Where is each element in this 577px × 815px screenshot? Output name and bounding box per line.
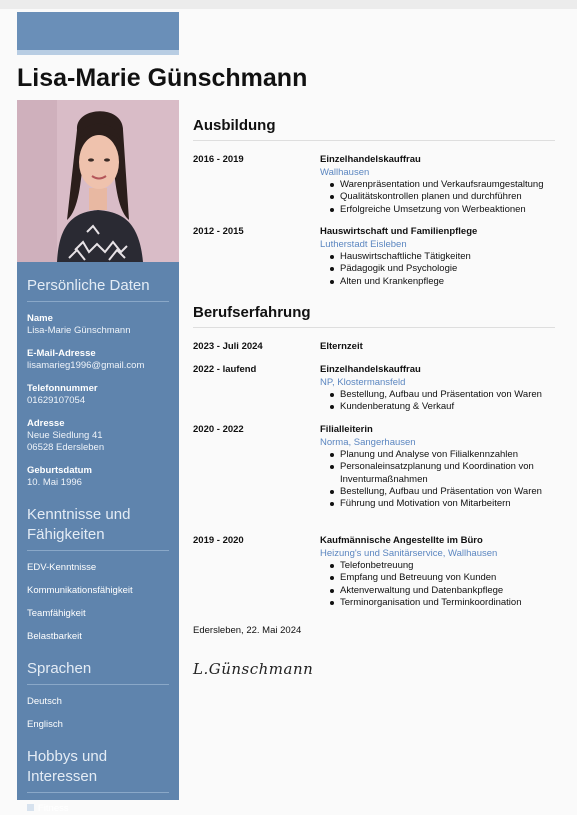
bullet-item: Kundenberatung & Verkauf [320,401,557,413]
entry-title: Einzelhandelskauffrau [320,364,421,375]
bullet-item: Qualitätskontrollen planen und durchführen [320,191,557,203]
hobbies-heading-line1: Hobbys und [27,748,108,765]
entry-bullets [320,449,557,510]
header-accent-line [17,50,179,55]
field-value: Lisa-Marie Günschmann [27,325,131,336]
entry-place: NP, Klostermansfeld [320,377,406,388]
field-label: Name [27,313,53,324]
languages-heading: Sprachen [27,659,169,685]
square-bullet-icon [27,804,34,811]
skills-heading-line1: Kenntnisse und [27,506,131,523]
entry-place: Norma, Sangerhausen [320,437,416,448]
entry-body [320,424,557,510]
entry-date: 2022 - laufend [193,364,257,375]
entry-date: 2012 - 2015 [193,226,244,237]
skill-item: Kommunikationsfähigkeit [27,585,133,596]
field-value: 10. Mai 1996 [27,477,82,488]
entry-title: Elternzeit [320,341,363,352]
entry-bullets [320,251,557,288]
entry-title: Einzelhandelskauffrau [320,154,421,165]
skill-item: Belastbarkeit [27,631,82,642]
skills-heading [27,505,169,551]
language-item: Englisch [27,719,63,730]
entry-body [320,154,557,216]
personal-field-name [27,313,169,337]
field-label: Geburtsdatum [27,465,92,476]
skills-heading-line2: Fähigkeiten [27,526,105,543]
language-item: Deutsch [27,696,62,707]
personal-field-address [27,418,169,454]
bullet-item: Telefonbetreuung [320,560,557,572]
personal-data-heading: Persönliche Daten [27,276,169,302]
bullet-item: Führung und Motivation von Mitarbeitern [320,498,557,510]
entry-bullets [320,179,557,216]
bullet-item: Empfang und Betreuung von Kunden [320,572,557,584]
profile-photo [17,100,179,262]
field-label: Adresse [27,418,65,429]
entry-place: Heizung's und Sanitärservice, Wallhausen [320,548,498,559]
field-value: 01629107054 [27,395,86,406]
field-label: Telefonnummer [27,383,98,394]
entry-place: Wallhausen [320,167,370,178]
hobbies-heading [27,747,169,793]
field-value-line2: 06528 Edersleben [27,442,105,453]
portrait-image [17,100,179,262]
bullet-item: Alten und Krankenpflege [320,276,557,288]
hobby-item [27,803,169,815]
sidebar [17,262,179,814]
entry-body [320,535,557,609]
hobbies-heading-line2: Interessen [27,768,98,785]
main-content [193,0,557,800]
skill-item: EDV-Kenntnisse [27,562,97,573]
entry-bullets [320,560,557,609]
hobby-label: Fitness [38,803,69,814]
signature: L.Günschmann [193,660,314,678]
bullet-item: Aktenverwaltung und Datenbankpflege [320,585,557,597]
entry-date: 2019 - 2020 [193,535,244,546]
header-color-bar [17,12,179,50]
bullet-item: Terminorganisation und Terminkoordination [320,597,557,609]
personal-field-phone [27,383,169,407]
entry-title: Filialleiterin [320,424,373,435]
bullet-item: Bestellung, Aufbau und Präsentation von Waren [320,486,557,498]
bullet-item: Warenpräsentation und Verkaufsraumgestaltung [320,179,557,191]
field-value: Neue Siedlung 41 [27,430,103,441]
entry-body [320,364,557,414]
entry-place: Lutherstadt Eisleben [320,239,407,250]
bullet-item: Pädagogik und Psychologie [320,263,557,275]
field-label: E-Mail-Adresse [27,348,96,359]
entry-body [320,341,557,353]
entry-title: Hauswirtschaft und Familienpflege [320,226,478,237]
personal-field-email [27,348,169,372]
personal-field-birthdate [27,465,169,489]
bullet-item: Bestellung, Aufbau und Präsentation von Waren [320,389,557,401]
entry-body [320,226,557,288]
bullet-item: Erfolgreiche Umsetzung von Werbeaktionen [320,204,557,216]
entry-bullets [320,389,557,414]
bullet-item: Hauswirtschaftliche Tätigkeiten [320,251,557,263]
applicant-name: Lisa-Marie Günschmann [17,64,308,92]
experience-heading: Berufserfahrung [193,304,555,328]
entry-date: 2020 - 2022 [193,424,244,435]
field-value: lisamarieg1996@gmail.com [27,360,145,371]
entry-date: 2023 - Juli 2024 [193,341,263,352]
entry-title: Kaufmännische Angestellte im Büro [320,535,483,546]
entry-date: 2016 - 2019 [193,154,244,165]
bullet-item: Planung und Analyse von Filialkennzahlen [320,449,557,461]
bullet-item: Personaleinsatzplanung und Koordination von Inventurmaßnahmen [320,461,557,486]
place-and-date: Edersleben, 22. Mai 2024 [193,625,302,636]
skill-item: Teamfähigkeit [27,608,86,619]
education-heading: Ausbildung [193,117,555,141]
